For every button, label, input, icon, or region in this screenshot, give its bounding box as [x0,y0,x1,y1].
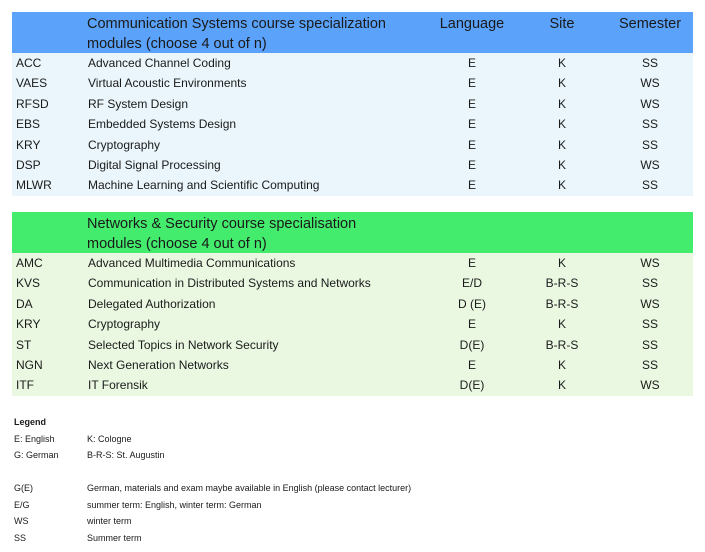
table-row [12,114,693,134]
module-language: D(E) [459,337,485,352]
module-name: Virtual Acoustic Environments [88,76,247,91]
module-language: E [467,157,476,172]
legend-meaning: German, materials and exam maybe available in English (please contact lecturer) [87,483,412,493]
module-semester: SS [641,317,658,332]
table-title: Communication Systems course specialization modules (choose 4 out of n) [87,16,386,52]
module-semester: SS [641,337,658,352]
module-semester: WS [640,378,660,393]
table-row [12,53,693,73]
module-name: Delegated Authorization [88,296,216,311]
legend-term: SS [14,533,27,543]
module-code: AMC [16,256,43,270]
table-header [12,212,693,253]
module-name: Cryptography [88,137,161,152]
site-column-header: Site [549,16,575,32]
module-name: Selected Topics in Network Security [88,337,279,352]
legend-title: Legend [14,417,47,427]
legend-meaning: winter term [87,516,132,526]
module-semester: WS [640,76,660,91]
module-code: KRY [16,317,41,332]
module-semester: WS [640,296,660,311]
table-header [12,12,693,53]
module-site: K [557,137,566,152]
module-code: ACC [16,56,42,70]
module-name: RF System Design [88,96,189,111]
module-name: Communication in Distributed Systems and Networks [88,276,371,291]
networks-security-table [12,212,693,396]
table-row [12,73,693,93]
legend-site-cologne: K: Cologne [87,434,132,444]
module-semester: SS [641,137,658,152]
module-semester: WS [640,256,660,270]
legend-language-english: E: English [14,434,55,444]
module-language: E [467,76,476,91]
module-semester: WS [640,157,660,172]
module-language: E [467,117,476,132]
semester-column-header: Semester [618,16,682,32]
module-language: E [467,137,476,152]
module-code: KVS [16,276,41,291]
module-code: ST [16,337,32,352]
module-language: E [467,317,476,332]
table-row [12,175,693,195]
table-row [12,253,693,273]
table-title: Networks & Security course specialisation modules (choose 4 out of n) [87,216,357,252]
module-name: Advanced Channel Coding [88,56,231,70]
module-language: D (E) [458,296,486,311]
module-code: EBS [16,117,41,132]
module-language: E [467,357,476,372]
module-site: K [557,117,566,132]
module-site: K [557,378,566,393]
module-site: K [557,178,566,193]
module-code: VAES [16,76,48,91]
module-site: B-R-S [545,296,579,311]
module-site: K [557,357,566,372]
module-name: Embedded Systems Design [88,117,237,132]
module-name: IT Forensik [88,378,148,393]
module-language: E [467,56,476,70]
module-site: K [557,157,566,172]
module-site: K [557,317,566,332]
module-language: E/D [461,276,482,291]
module-code: DA [16,296,33,311]
module-code: DSP [16,157,41,172]
language-column-header: Language [439,16,505,32]
module-site: B-R-S [545,276,579,291]
table-row [12,294,693,314]
module-language: E [467,96,476,111]
table-row [12,94,693,114]
table-row [12,335,693,355]
legend-meaning: Summer term [87,533,142,543]
legend-term: E/G [14,500,30,510]
table-row [12,375,693,395]
module-name: Advanced Multimedia Communications [88,256,296,270]
module-semester: SS [641,357,658,372]
table-row [12,314,693,334]
legend-term: WS [14,516,29,526]
communication-systems-table [12,12,693,196]
module-semester: SS [641,178,658,193]
legend-term: G(E) [14,483,33,493]
table-row [12,273,693,293]
module-semester: SS [641,117,658,132]
module-language: E [467,256,476,270]
legend-language-german: G: German [14,450,59,460]
module-name: Cryptography [88,317,161,332]
table-row [12,135,693,155]
table-body [12,253,693,396]
module-site: K [557,96,566,111]
table-row [12,355,693,375]
module-language: D(E) [459,378,485,393]
module-name: Next Generation Networks [88,357,229,372]
module-name: Machine Learning and Scientific Computing [88,178,320,193]
module-code: RFSD [16,96,49,111]
module-site: K [557,76,566,91]
table-body [12,53,693,196]
table-row [12,155,693,175]
module-code: ITF [16,378,34,393]
legend-meaning: summer term: English, winter term: German [87,500,262,510]
module-code: KRY [16,137,41,152]
legend-site-st-augustin: B-R-S: St. Augustin [87,450,165,460]
module-semester: SS [641,276,658,291]
module-semester: WS [640,96,660,111]
module-site: K [557,256,566,270]
module-semester: SS [641,56,658,70]
module-language: E [467,178,476,193]
module-name: Digital Signal Processing [88,157,221,172]
module-code: MLWR [16,178,52,193]
module-site: B-R-S [545,337,579,352]
module-site: K [557,56,566,70]
module-code: NGN [16,357,43,372]
